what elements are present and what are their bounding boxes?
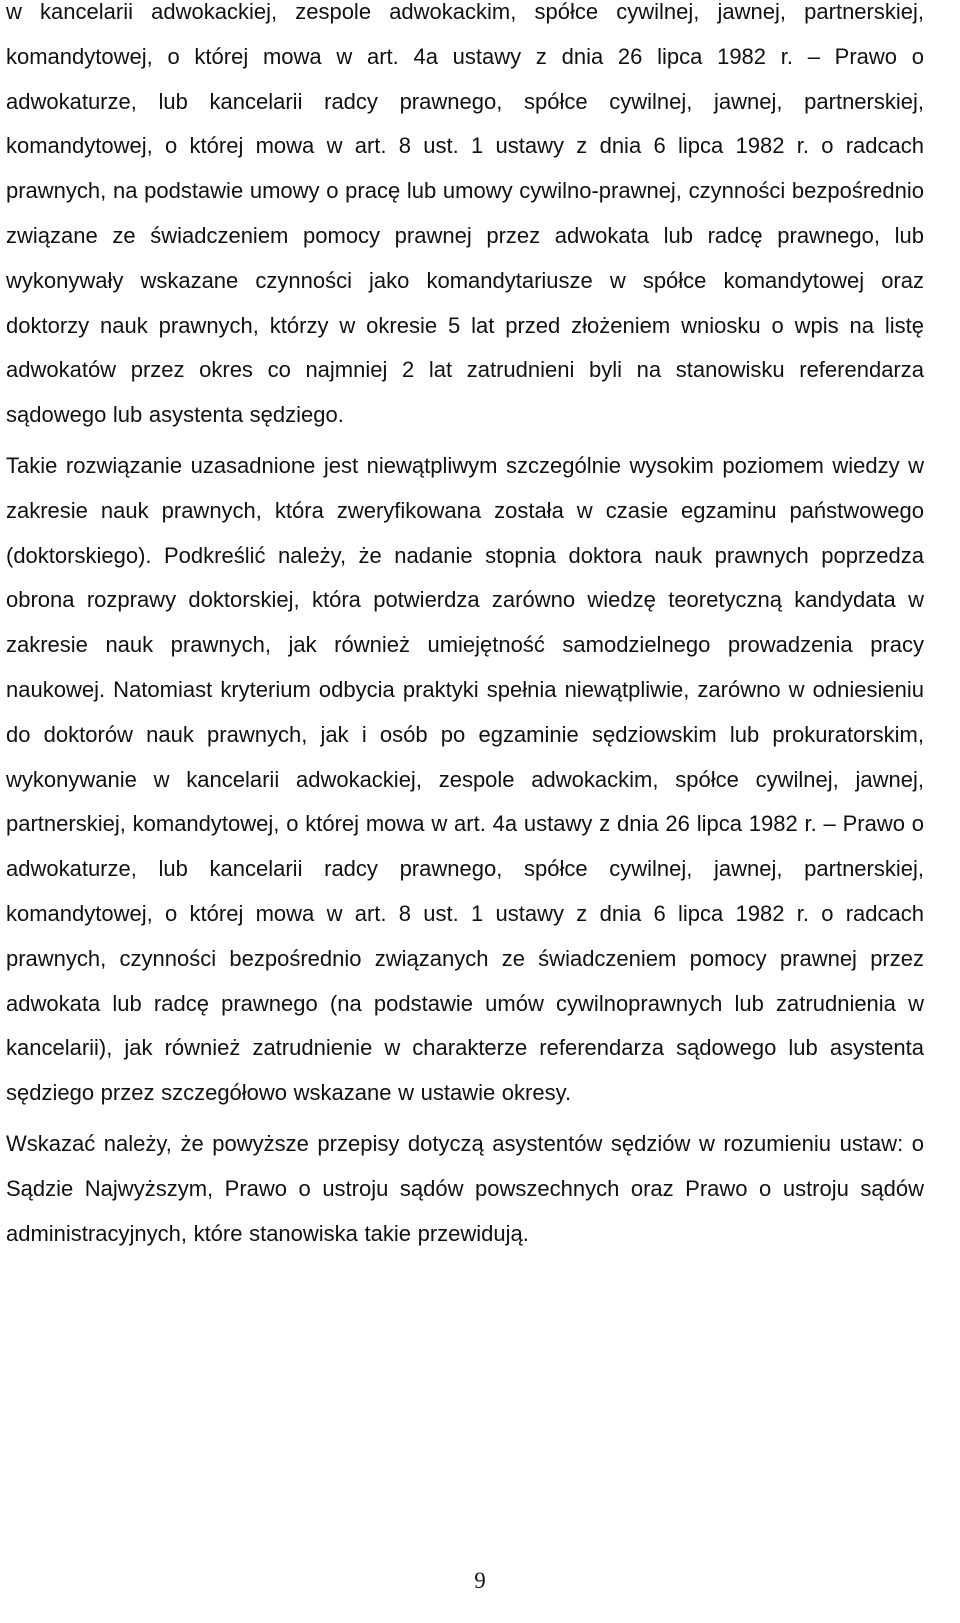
paragraph-1: w kancelarii adwokackiej, zespole adwokackim, spółce cywilnej, jawnej, partnerskiej, komandytowej, o której mowa w art. 4a ustawy z dnia 26 lipca 1982 r. – Prawo o adwokaturze, lub kancelarii radcy prawnego, spółce cywilnej, jawnej, partnerskiej, komandytowej, o której mowa w art. 8 ust. 1 ustawy z dnia 6 lipca 1982 r. o radcach prawnych, na podstawie umowy o pracę lub umowy cywilno-prawnej, czynności bezpośrednio związane ze świadczeniem pomocy prawnej przez adwokata lub radcę prawnego, lub wykonywały wskazane czynności jako komandytariusze w spółce komandytowej oraz doktorzy nauk prawnych, którzy w okresie 5 lat przed złożeniem wniosku o wpis na listę adwokatów przez okres co najmniej 2 lat zatrudnieni byli na stanowisku referendarza sądowego lub asystenta sędziego. bbox=[6, 0, 924, 428]
page-number: 9 bbox=[474, 1568, 486, 1593]
paragraph-2: Takie rozwiązanie uzasadnione jest niewątpliwym szczególnie wysokim poziomem wiedzy w zakresie nauk prawnych, która zweryfikowana została w czasie egzaminu państwowego (doktorskiego). Podkreślić należy, że nadanie stopnia doktora nauk prawnych poprzedza obrona rozprawy doktorskiej, która potwierdza zarówno wiedzę teoretyczną kandydata w zakresie nauk prawnych, jak również umiejętność samodzielnego prowadzenia pracy naukowej. Natomiast kryterium odbycia praktyki spełnia niewątpliwie, zarówno w odniesieniu do doktorów nauk prawnych, jak i osób po egzaminie sędziowskim lub prokuratorskim, wykonywanie w kancelarii adwokackiej, zespole adwokackim, spółce cywilnej, jawnej, partnerskiej, komandytowej, o której mowa w art. 4a ustawy z dnia 26 lipca 1982 r. – Prawo o adwokaturze, lub kancelarii radcy prawnego, spółce cywilnej, jawnej, partnerskiej, komandytowej, o której mowa w art. 8 ust. 1 ustawy z dnia 6 lipca 1982 r. o radcach prawnych, czynności bezpośrednio związanych ze świadczeniem pomocy prawnej przez adwokata lub radcę prawnego (na podstawie umów cywilnoprawnych lub zatrudnienia w kancelarii), jak również zatrudnienie w charakterze referendarza sądowego lub asystenta sędziego przez szczegółowo wskazane w ustawie okresy. bbox=[6, 452, 924, 1106]
document-body bbox=[6, 0, 924, 1256]
paragraph-3: Wskazać należy, że powyższe przepisy dotyczą asystentów sędziów w rozumieniu ustaw: o Sądzie Najwyższym, Prawo o ustroju sądów powszechnych oraz Prawo o ustroju sądów administracyjnych, które stanowiska takie przewidują. bbox=[6, 1130, 924, 1246]
